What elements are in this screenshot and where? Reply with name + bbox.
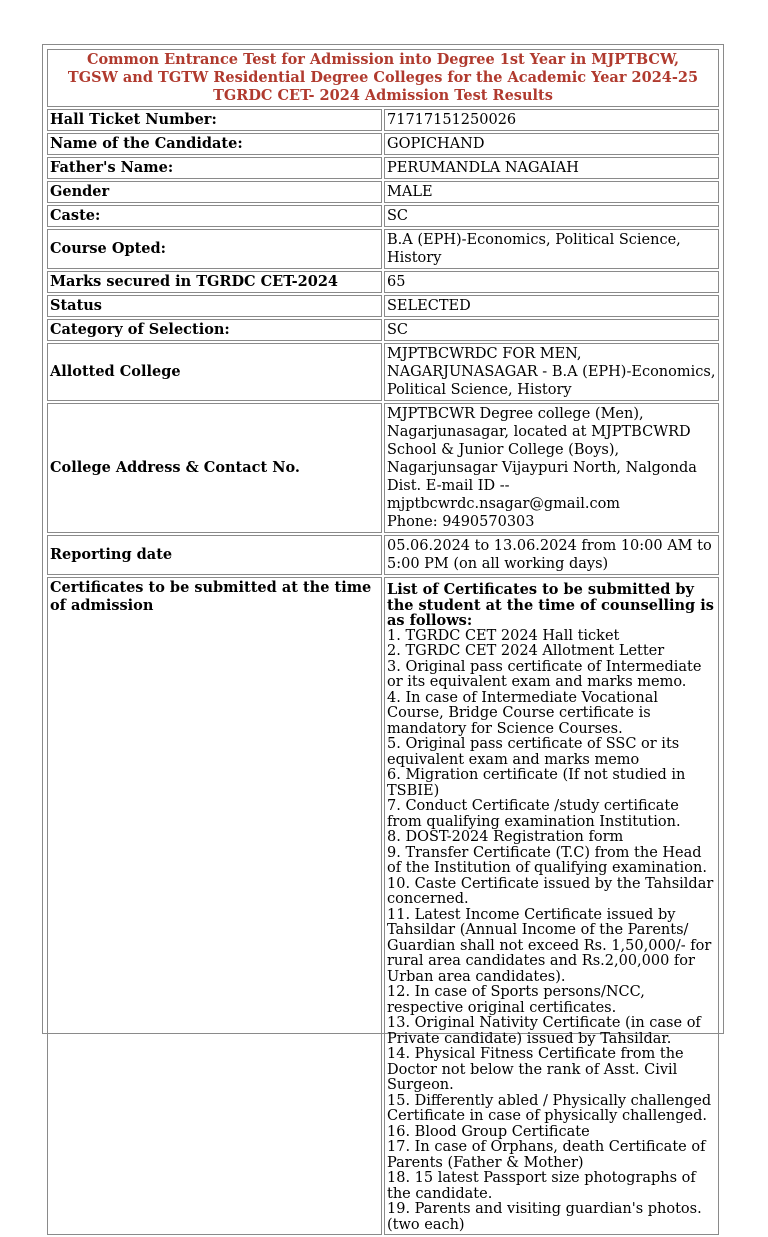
course-opted-value: B.A (EPH)-Economics, Political Science, History (384, 229, 719, 269)
title-row (47, 49, 719, 107)
table-row (47, 229, 719, 269)
list-item: 2. TGRDC CET 2024 Allotment Letter (387, 643, 665, 659)
list-item: 9. Transfer Certificate (T.C) from the Head of the Institution of qualifying examination. (387, 844, 707, 876)
title-line-1: Common Entrance Test for Admission into Degree 1st Year in MJPTBCW, (86, 51, 680, 68)
list-item: 4. In case of Intermediate Vocational Course, Bridge Course certificate is mandatory for Science Courses. (387, 689, 658, 737)
category-label: Category of Selection: (47, 319, 382, 341)
college-phone: Phone: 9490570303 (387, 514, 535, 530)
certificates-list (384, 577, 719, 1235)
gender-label: Gender (47, 181, 382, 203)
status-label: Status (47, 295, 382, 317)
list-item: 15. Differently abled / Physically challenged Certificate in case of physically challenged. (387, 1092, 712, 1124)
table-row (47, 133, 719, 155)
table-row (47, 181, 719, 203)
caste-value: SC (384, 205, 719, 227)
list-item: 12. In case of Sports persons/NCC, respective original certificates. (387, 984, 645, 1016)
table-row (47, 205, 719, 227)
table-row (47, 109, 719, 131)
table-row (47, 535, 719, 575)
table-row (47, 577, 719, 1235)
status-value: SELECTED (384, 295, 719, 317)
marks-value: 65 (384, 271, 719, 293)
list-item: 6. Migration certificate (If not studied in TSBIE) (387, 767, 686, 799)
college-address-value (384, 403, 719, 533)
candidate-name-label: Name of the Candidate: (47, 133, 382, 155)
father-name-label: Father's Name: (47, 157, 382, 179)
list-item: 3. Original pass certificate of Intermediate or its equivalent exam and marks memo. (387, 658, 702, 690)
table-row (47, 403, 719, 533)
title-line-3: TGRDC CET- 2024 Admission Test Results (213, 87, 553, 104)
course-opted-label: Course Opted: (47, 229, 382, 269)
college-address-text: MJPTBCWR Degree college (Men), Nagarjunasagar, located at MJPTBCWRD School & Junior College (Boys), Nagarjunsagar Vijaypuri North, Nalgonda Dist. E-mail ID -- mjptbcwrdc.nsagar@gmail.com (387, 406, 697, 512)
list-item: 14. Physical Fitness Certificate from the Doctor not below the rank of Asst. Civil Surgeon. (387, 1046, 684, 1093)
list-item: 13. Original Nativity Certificate (in case of Private candidate) issued by Tahsildar. (387, 1015, 701, 1047)
certificates-heading: List of Certificates to be submitted by the student at the time of counselling is as follows: (387, 581, 714, 629)
hall-ticket-label: Hall Ticket Number: (47, 109, 382, 131)
list-item: 7. Conduct Certificate /study certificate from qualifying examination Institution. (387, 798, 681, 830)
list-item: 5. Original pass certificate of SSC or its equivalent exam and marks memo (387, 736, 680, 768)
caste-label: Caste: (47, 205, 382, 227)
list-item: 19. Parents and visiting guardian's photos. (two each) (387, 1201, 702, 1233)
college-address-label: College Address & Contact No. (47, 403, 382, 533)
father-name-value: PERUMANDLA NAGAIAH (384, 157, 719, 179)
allotted-college-label: Allotted College (47, 343, 382, 401)
list-item: 18. 15 latest Passport size photographs of the candidate. (387, 1170, 696, 1202)
results-table (45, 47, 721, 1237)
list-item: 1. TGRDC CET 2024 Hall ticket (387, 627, 620, 644)
certificates-label: Certificates to be submitted at the time of admission (47, 577, 382, 1235)
list-item: 16. Blood Group Certificate (387, 1123, 590, 1140)
title-line-2: TGSW and TGTW Residential Degree Colleges for the Academic Year 2024-25 (67, 69, 699, 86)
table-row (47, 157, 719, 179)
marks-label: Marks secured in TGRDC CET-2024 (47, 271, 382, 293)
page-title (47, 49, 719, 107)
list-item: 17. In case of Orphans, death Certificate of Parents (Father & Mother) (387, 1139, 706, 1171)
gender-value: MALE (384, 181, 719, 203)
list-item: 8. DOST-2024 Registration form (387, 829, 624, 845)
table-row (47, 295, 719, 317)
list-item: 11. Latest Income Certificate issued by Tahsildar (Annual Income of the Parents/ Guardian shall not exceed Rs. 1,50,000/- for rural area candidates and Rs.2,00,000 for Urban area candidates). (387, 906, 712, 985)
table-row (47, 271, 719, 293)
reporting-date-label: Reporting date (47, 535, 382, 575)
hall-ticket-value: 71717151250026 (384, 109, 719, 131)
table-row (47, 319, 719, 341)
category-value: SC (384, 319, 719, 341)
table-row (47, 343, 719, 401)
results-frame (42, 44, 724, 1233)
allotted-college-value: MJPTBCWRDC FOR MEN, NAGARJUNASAGAR - B.A (EPH)-Economics, Political Science, History (384, 343, 719, 401)
candidate-name-value: GOPICHAND (384, 133, 719, 155)
list-item: 10. Caste Certificate issued by the Tahsildar concerned. (387, 875, 714, 907)
reporting-date-value: 05.06.2024 to 13.06.2024 from 10:00 AM to 5:00 PM (on all working days) (384, 535, 719, 575)
